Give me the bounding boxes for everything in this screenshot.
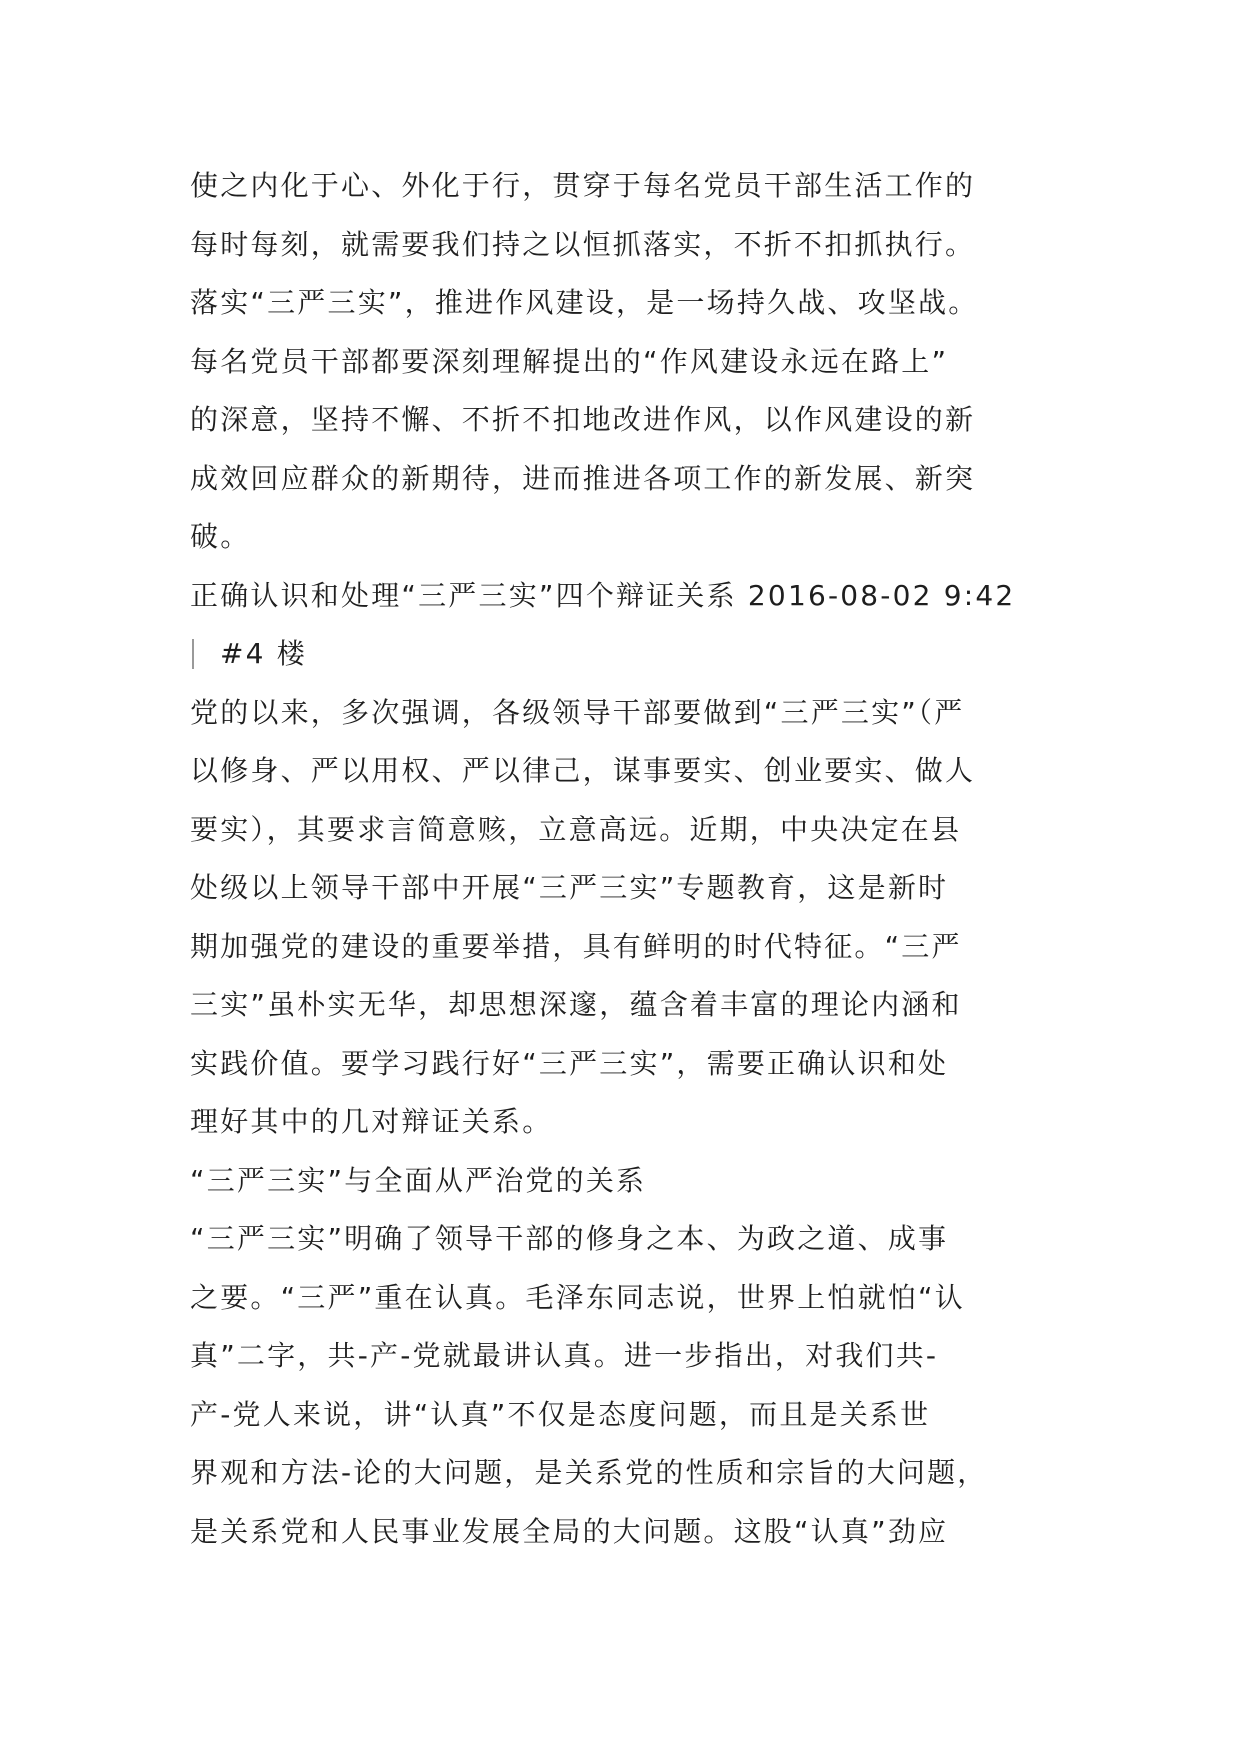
text-line: 三实”虽朴实无华，却思想深邃，蕴含着丰富的理论内涵和: [190, 988, 962, 1021]
floor-indicator: [190, 625, 1060, 684]
text-line: 是关系党和人民事业发展全局的大问题。这股“认真”劲应: [190, 1514, 949, 1548]
text-line: 之要。“三严”重在认真。毛泽东同志说，世界上怕就怕“认: [190, 1280, 965, 1314]
text-line: 实践价值。要学习践行好“三严三实”，需要正确认识和处: [190, 1046, 949, 1080]
section-heading: “三严三实”与全面从严治党的关系: [190, 1163, 647, 1197]
text-line: 破。: [190, 520, 251, 553]
document-body: [190, 157, 1060, 1561]
text-line: “三严三实”明确了领导干部的修身之本、为政之道、成事: [190, 1222, 949, 1255]
text-line: 成效回应群众的新期待，进而推进各项工作的新发展、新突: [190, 461, 976, 495]
text-line: 党的以来，多次强调，各级领导干部要做到“三严三实”（严: [190, 695, 965, 729]
text-line: 处级以上领导干部中开展“三严三实”专题教育，这是新时: [190, 871, 949, 904]
vertical-divider: [192, 639, 194, 669]
text-line: 使之内化于心、外化于行，贯穿于每名党员干部生活工作的: [190, 169, 976, 202]
text-line: 以修身、严以用权、严以律己，谋事要实、创业要实、做人: [190, 754, 976, 787]
text-line: 落实“三严三实”，推进作风建设，是一场持久战、攻坚战。: [190, 286, 979, 319]
text-line: 要实），其要求言简意赅，立意高远。近期，中央决定在县: [190, 812, 962, 846]
text-line: 界观和方法-论的大问题，是关系党的性质和宗旨的大问题，: [190, 1456, 988, 1489]
post-header-line: 正确认识和处理“三严三实”四个辩证关系 2016-08-02 9:42: [190, 578, 1016, 612]
text-line: 的深意，坚持不懈、不折不扣地改进作风，以作风建设的新: [190, 403, 976, 436]
text-line: 理好其中的几对辩证关系。: [190, 1105, 553, 1138]
text-line: 期加强党的建设的重要举措，具有鲜明的时代特征。“三严: [190, 929, 962, 963]
text-line: 真”二字，共-产-党就最讲认真。进一步指出，对我们共-: [190, 1339, 939, 1372]
text-line: 每名党员干部都要深刻理解提出的“作风建设永远在路上”: [190, 344, 949, 378]
text-line: 每时每刻，就需要我们持之以恒抓落实，不折不扣抓执行。: [190, 227, 976, 261]
floor-label: #4 楼: [220, 637, 307, 670]
text-line: 产-党人来说，讲“认真”不仅是态度问题，而且是关系世: [190, 1397, 931, 1431]
